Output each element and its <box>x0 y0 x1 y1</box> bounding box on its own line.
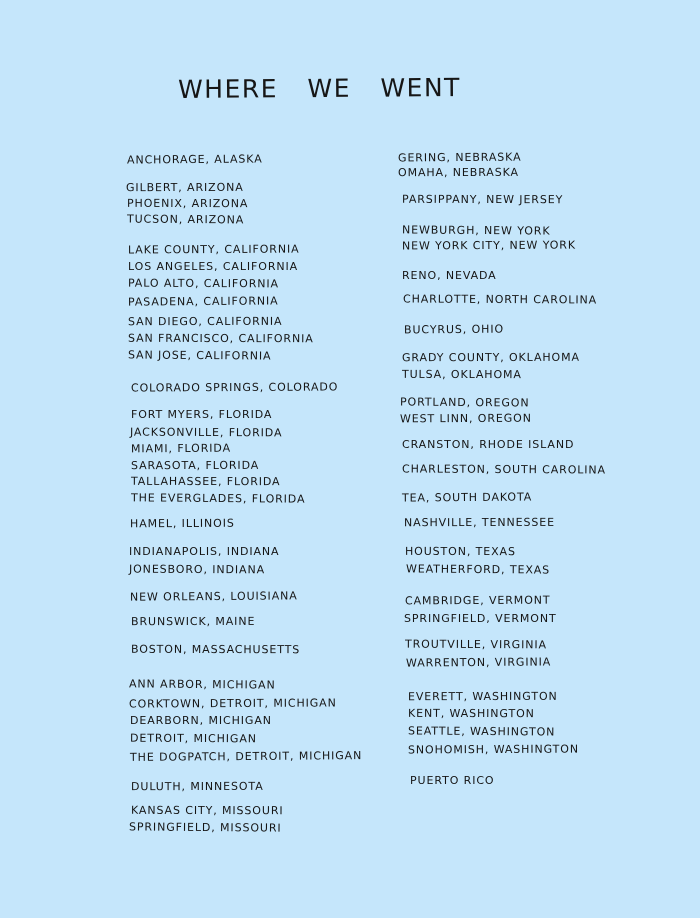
right-place-item: RENO, NEVADA <box>402 269 497 282</box>
left-place-item: LAKE COUNTY, CALIFORNIA <box>127 242 300 257</box>
right-place-item: CAMBRIDGE, VERMONT <box>404 593 551 608</box>
right-place-item: PUERTO RICO <box>410 774 495 787</box>
left-place-item: BRUNSWICK, MAINE <box>130 614 256 629</box>
right-place-item: BUCYRUS, OHIO <box>403 322 505 337</box>
right-place-item: NASHVILLE, TENNESSEE <box>403 515 555 530</box>
left-place-item: JONESBORO, INDIANA <box>128 562 266 577</box>
right-place-item: CRANSTON, RHODE ISLAND <box>402 438 575 451</box>
left-place-item: CORKTOWN, DETROIT, MICHIGAN <box>128 696 337 711</box>
left-place-item: SPRINGFIELD, MISSOURI <box>128 820 282 835</box>
right-place-item: CHARLESTON, SOUTH CAROLINA <box>401 462 607 477</box>
right-place-item: EVERETT, WASHINGTON <box>407 689 558 704</box>
right-place-item: HOUSTON, TEXAS <box>404 544 516 559</box>
right-place-item: GERING, NEBRASKA <box>397 150 522 165</box>
left-place-item: HAMEL, ILLINOIS <box>129 516 235 531</box>
left-place-item: DETROIT, MICHIGAN <box>129 731 257 746</box>
right-place-item: WEST LINN, OREGON <box>399 411 532 426</box>
right-place-item: SEATTLE, WASHINGTON <box>407 724 556 739</box>
left-place-item: DULUTH, MINNESOTA <box>130 779 264 794</box>
left-place-item: KANSAS CITY, MISSOURI <box>130 803 284 818</box>
left-place-item: PASADENA, CALIFORNIA <box>127 294 279 309</box>
right-place-item: NEWBURGH, NEW YORK <box>401 223 551 238</box>
right-place-item: CHARLOTTE, NORTH CAROLINA <box>402 292 598 307</box>
right-place-item: GRADY COUNTY, OKLAHOMA <box>401 350 580 365</box>
left-place-item: PHOENIX, ARIZONA <box>126 196 249 211</box>
left-place-item: ANCHORAGE, ALASKA <box>126 152 263 167</box>
right-place-item: TEA, SOUTH DAKOTA <box>401 490 533 505</box>
left-place-item: BOSTON, MASSACHUSETTS <box>130 642 301 657</box>
right-place-item: WEATHERFORD, TEXAS <box>405 562 551 577</box>
left-place-item: THE EVERGLADES, FLORIDA <box>130 491 306 506</box>
right-place-item: WARRENTON, VIRGINIA <box>405 655 552 670</box>
right-place-item: OMAHA, NEBRASKA <box>397 165 519 180</box>
left-place-item: TUCSON, ARIZONA <box>126 212 245 227</box>
left-place-item: FORT MYERS, FLORIDA <box>131 408 273 421</box>
page-title: WHERE WE WENT <box>177 73 461 104</box>
right-place-item: SPRINGFIELD, VERMONT <box>404 612 557 625</box>
left-place-item: DEARBORN, MICHIGAN <box>130 714 272 727</box>
left-place-item: INDIANAPOLIS, INDIANA <box>129 545 280 558</box>
left-place-item: COLORADO SPRINGS, COLORADO <box>130 380 339 395</box>
left-place-item: MIAMI, FLORIDA <box>130 441 232 456</box>
right-place-item: TROUTVILLE, VIRGINIA <box>404 637 547 652</box>
left-place-item: LOS ANGELES, CALIFORNIA <box>128 260 299 273</box>
left-place-item: TALLAHASSEE, FLORIDA <box>130 474 281 489</box>
right-place-item: SNOHOMISH, WASHINGTON <box>407 742 579 757</box>
left-place-item: ANN ARBOR, MICHIGAN <box>128 677 276 692</box>
right-place-item: PARSIPPANY, NEW JERSEY <box>401 192 564 207</box>
left-place-item: SARASOTA, FLORIDA <box>130 458 260 473</box>
right-place-item: NEW YORK CITY, NEW YORK <box>401 238 576 253</box>
left-place-item: SAN JOSE, CALIFORNIA <box>127 348 272 363</box>
left-place-item: SAN FRANCISCO, CALIFORNIA <box>127 331 314 346</box>
left-place-item: JACKSONVILLE, FLORIDA <box>129 425 283 440</box>
left-place-item: NEW ORLEANS, LOUISIANA <box>129 589 298 604</box>
left-place-item: THE DOGPATCH, DETROIT, MICHIGAN <box>129 749 363 764</box>
right-place-item: TULSA, OKLAHOMA <box>401 367 522 382</box>
right-place-item: KENT, WASHINGTON <box>407 706 535 721</box>
right-place-item: PORTLAND, OREGON <box>399 395 530 410</box>
left-place-item: GILBERT, ARIZONA <box>125 180 244 195</box>
left-place-item: SAN DIEGO, CALIFORNIA <box>127 314 283 329</box>
left-place-item: PALO ALTO, CALIFORNIA <box>127 276 280 291</box>
